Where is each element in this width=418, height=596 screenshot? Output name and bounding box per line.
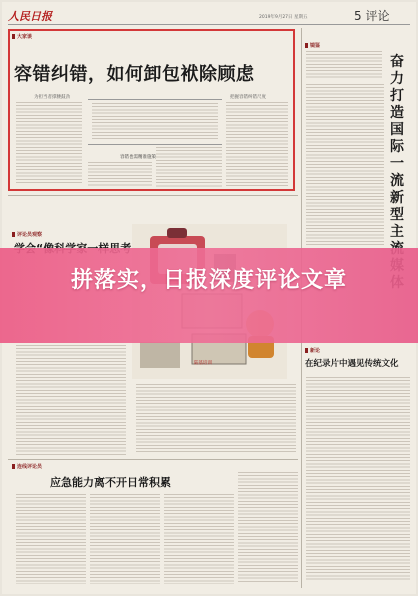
- article2-text-left: [16, 345, 126, 455]
- right-vertical-headline: 奋力打造国际一流新型主: [390, 54, 404, 240]
- page-number: 5 评论: [354, 9, 390, 23]
- right-intro-text: [306, 51, 382, 79]
- article2-text-under-illustration: [136, 384, 296, 454]
- main-headline: 容错纠错，如何卸包袱除顾虑: [14, 64, 255, 85]
- divider-bottom: [8, 459, 298, 460]
- divider-mid: [8, 195, 298, 196]
- section-label-pinglunyuan: 评论员观察: [12, 231, 42, 238]
- right-body-text: [306, 84, 384, 246]
- right-lower-headline: 在纪录片中遇见传统文化: [305, 359, 399, 369]
- section-label-lianxian: 连线评论员: [12, 463, 42, 470]
- subhead-left: 为担当者撑腰鼓劲: [34, 95, 70, 100]
- body-text-col4: [226, 102, 288, 186]
- body-text-col2: [88, 162, 152, 186]
- section-label-jingjian: 镜鉴: [305, 42, 320, 49]
- body-text-col1: [16, 102, 82, 184]
- illustration-sign: 陆基培训: [194, 361, 212, 366]
- subhead-right: 把握容错纠错尺度: [230, 95, 266, 100]
- article3-text-col4: [238, 472, 298, 584]
- article3-text-col2: [90, 494, 160, 584]
- pull-quote-text: [92, 103, 218, 139]
- article3-text-col3: [164, 494, 234, 584]
- masthead-rule: [8, 24, 410, 25]
- body-text-col3: [156, 147, 222, 187]
- section-label-xinlun: 新论: [305, 347, 320, 354]
- article3-text-col1: [16, 494, 86, 584]
- banner-title: 拼落实，日报深度评论文章: [70, 268, 347, 293]
- section-label-dajiatan: 大家谈: [12, 33, 32, 40]
- mid-subhead: 容错也需精准施策: [120, 155, 156, 160]
- right-lower-text: [306, 377, 410, 582]
- issue-date: 2019年9月27日 星期五: [259, 15, 308, 20]
- newspaper-logo: 人民日报: [8, 10, 52, 23]
- article3-headline: 应急能力离不开日常积累: [50, 476, 171, 489]
